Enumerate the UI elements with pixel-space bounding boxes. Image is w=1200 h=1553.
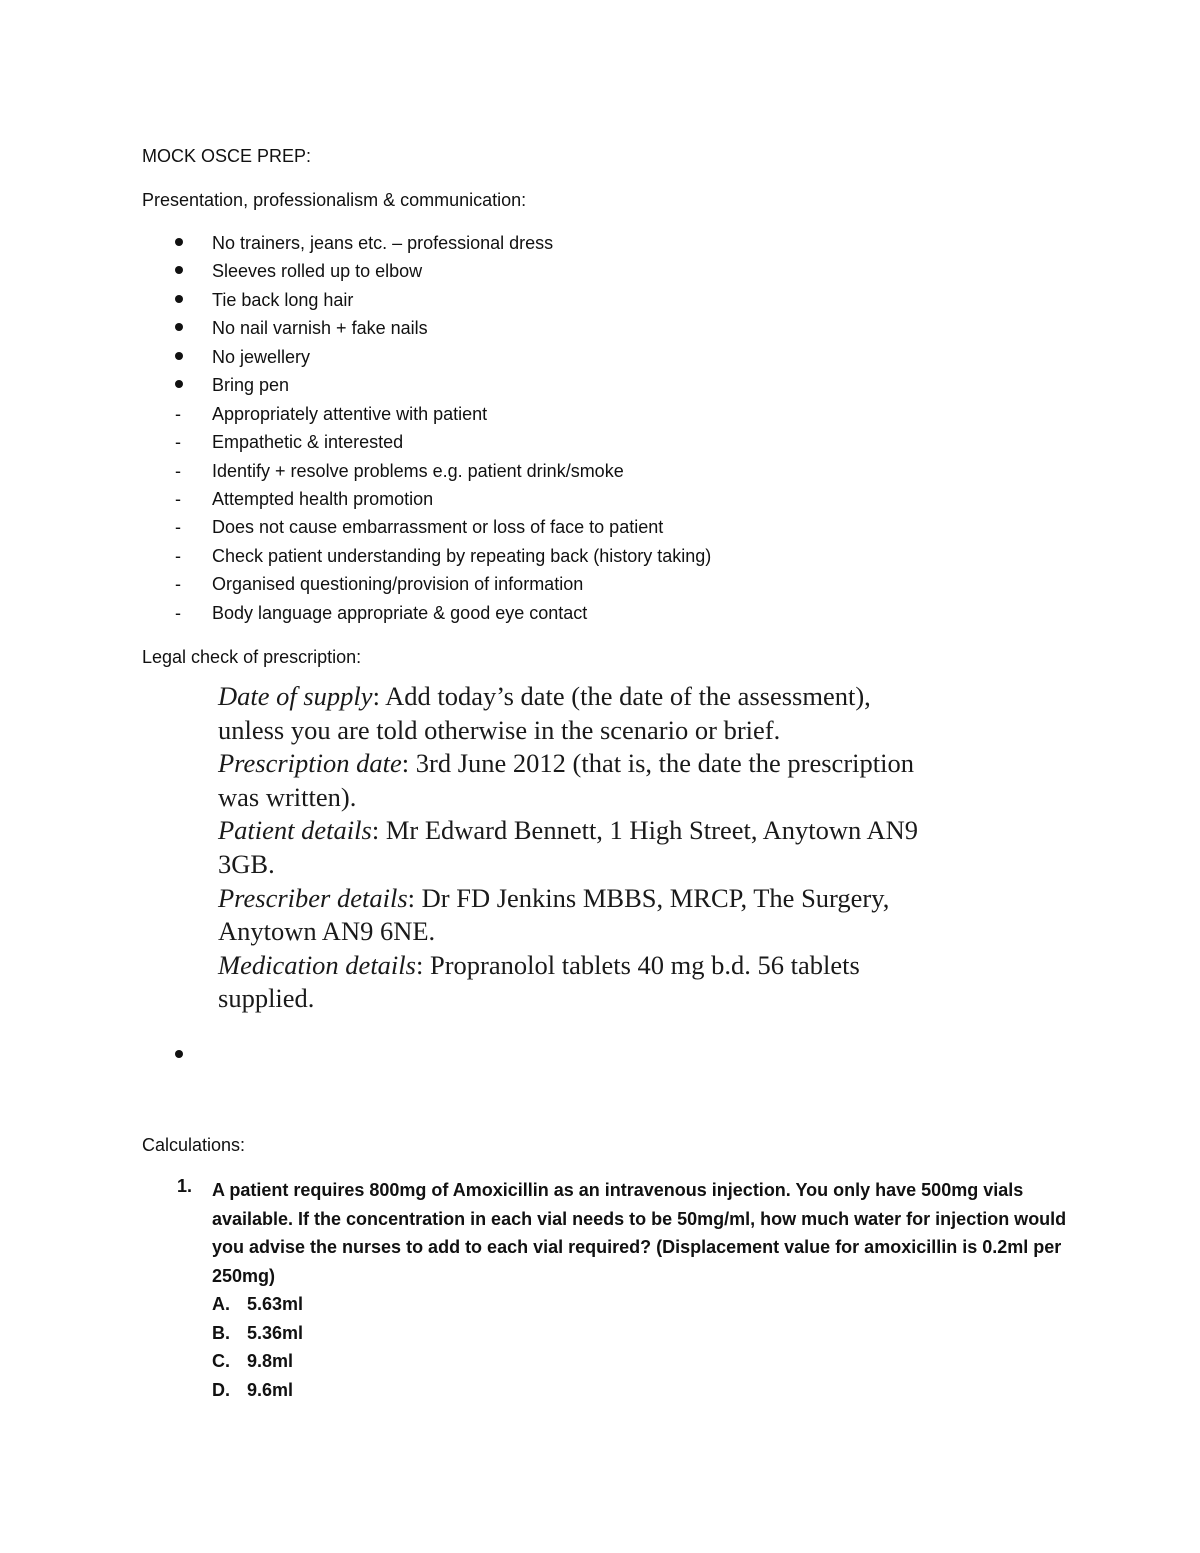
option-letter: B.	[212, 1322, 230, 1343]
list-item	[142, 429, 711, 457]
prescription-entry-label: Medication details	[218, 949, 416, 980]
prescription-entry-text: Add today’s date (the date of the assessment), unless you are told otherwise in the scenario or brief.	[218, 681, 871, 745]
list-item-text: Check patient understanding by repeating back (history taking)	[212, 545, 712, 566]
list-item-text: Appropriately attentive with patient	[212, 403, 488, 424]
prescription-entry-text: Propranolol tablets 40 mg b.d. 56 tablets supplied.	[218, 949, 860, 1014]
list-item	[142, 600, 711, 628]
answer-option	[212, 1376, 303, 1405]
list-item	[142, 543, 711, 571]
list-item-text: Organised questioning/provision of information	[212, 574, 584, 595]
list-item-text: Body language appropriate & good eye contact	[212, 602, 588, 623]
list-item-text: No nail varnish + fake nails	[212, 318, 428, 339]
prescription-entry-text: 3rd June 2012 (that is, the date the prescription was written).	[218, 748, 914, 812]
label-separator: :	[415, 949, 430, 980]
list-item-text: Identify + resolve problems e.g. patient drink/smoke	[212, 460, 624, 481]
prescription-entry	[218, 949, 918, 1016]
prescription-entry	[218, 680, 918, 747]
list-item	[142, 315, 711, 343]
prescription-entry-label: Date of supply	[218, 681, 373, 711]
option-letter: A.	[212, 1294, 230, 1314]
answer-option	[212, 1290, 303, 1319]
list-item-text: No jewellery	[212, 346, 311, 367]
option-text: 5.63ml	[247, 1294, 304, 1314]
list-item	[142, 401, 711, 429]
list-item-text: No trainers, jeans etc. – professional dress	[212, 233, 554, 253]
legal-heading: Legal check of prescription:	[142, 647, 362, 667]
label-separator: :	[401, 748, 416, 779]
calculations-heading: Calculations:	[142, 1135, 246, 1155]
list-item	[142, 372, 711, 400]
prescription-entry	[218, 882, 918, 949]
list-item-text: Attempted health promotion	[212, 488, 434, 509]
list-item	[142, 571, 711, 599]
document-title: MOCK OSCE PREP:	[142, 146, 312, 166]
list-item	[142, 258, 711, 286]
list-item-text: Tie back long hair	[212, 289, 354, 310]
option-text: 5.36ml	[247, 1322, 304, 1343]
question-text: A patient requires 800mg of Amoxicillin as an intravenous injection. You only have 500mg vials available. If the concentration in each vial needs to be 50mg/ml, how much water for injection would you advise the nurses to add to each vial required? (Displacement value for amoxicillin is 0.2ml per 250mg)	[212, 1180, 1067, 1286]
list-item	[142, 458, 711, 486]
label-separator: :	[371, 815, 386, 846]
prescription-entry	[218, 814, 918, 881]
prescription-entry	[218, 747, 918, 814]
list-item-text: Does not cause embarrassment or loss of face to patient	[212, 517, 664, 538]
list-item-text: Empathetic & interested	[212, 432, 404, 453]
prescription-entry-label: Prescription date	[218, 748, 402, 779]
prescription-entry-label: Prescriber details	[218, 882, 408, 913]
list-item	[142, 287, 711, 315]
answer-options	[212, 1290, 303, 1404]
answer-option	[212, 1319, 303, 1348]
presentation-list	[142, 230, 711, 628]
option-letter: C.	[212, 1351, 230, 1371]
label-separator: :	[407, 882, 422, 913]
prescription-entry-label: Patient details	[218, 815, 372, 846]
prescription-entry-text: Mr Edward Bennett, 1 High Street, Anytown AN9 3GB.	[218, 815, 918, 879]
question-number: 1.	[177, 1176, 193, 1196]
label-separator: :	[372, 681, 386, 711]
option-text: 9.6ml	[247, 1379, 294, 1400]
option-letter: D.	[212, 1379, 230, 1400]
list-item	[142, 514, 711, 542]
presentation-heading: Presentation, professionalism & communication:	[142, 190, 527, 210]
empty-bullet	[175, 1050, 183, 1058]
answer-option	[212, 1347, 303, 1376]
list-item-text: Sleeves rolled up to elbow	[212, 261, 423, 282]
option-text: 9.8ml	[247, 1351, 294, 1371]
list-item	[142, 230, 711, 258]
list-item-text: Bring pen	[212, 375, 290, 396]
prescription-details-excerpt	[218, 680, 918, 1016]
prescription-entry-text: Dr FD Jenkins MBBS, MRCP, The Surgery, Anytown AN9 6NE.	[218, 882, 890, 947]
list-item	[142, 486, 711, 514]
list-item	[142, 344, 711, 372]
